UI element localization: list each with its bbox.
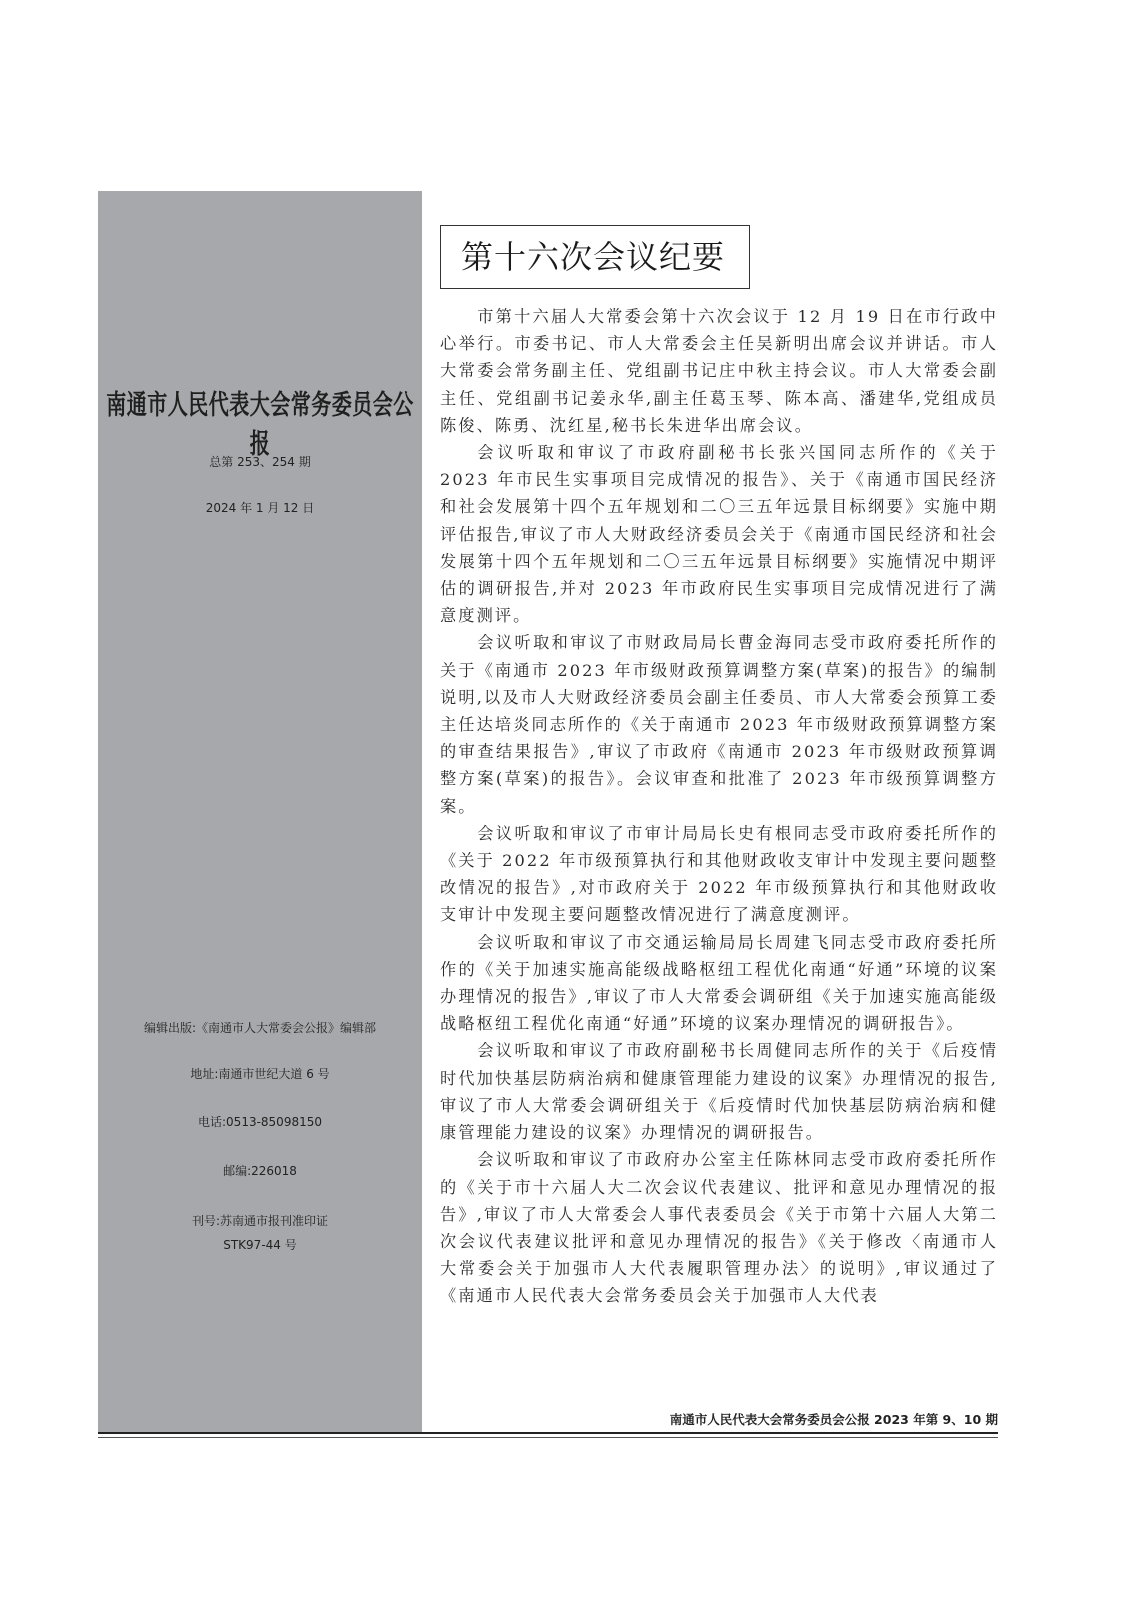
publisher-info: 编辑出版:《南通市人大常委会公报》编辑部 [143, 1021, 377, 1035]
paragraph: 会议听取和审议了市政府副秘书长张兴国同志所作的《关于2023 年市民生实事项目完成情况的报告》、关于《南通市国民经济和社会发展第十四个五年规划和二〇三五年远景目标纲要》实施中期评估报告,审议了市人大财政经济委员会关于《南通市国民经济和社会发展第十四个五年规划和二〇三五年远景目标纲要》实施情况中期评估的调研报告,并对 2023 年市政府民生实事项目完成情况进行了满意度测评。 [440, 443, 998, 626]
paragraph: 市第十六届人大常委会第十六次会议于 12 月 19 日在市行政中心举行。市委书记、市人大常委会主任吴新明出席会议并讲话。市人大常委会常务副主任、党组副书记庄中秋主持会议。市人大常委会副主任、党组副书记姜永华,副主任葛玉琴、陈本高、潘建华,党组成员陈俊、陈勇、沈红星,秘书长朱进华出席会议。 [440, 307, 998, 435]
license-info-line1: 刊号:苏南通市报刊准印证 [191, 1214, 329, 1228]
article-title-box [440, 225, 750, 289]
article-body [440, 303, 998, 1310]
paragraph: 会议听取和审议了市政府办公室主任陈林同志受市政府委托所作的《关于市十六届人大二次会议代表建议、批评和意见办理情况的报告》,审议了市人大常委会人事代表委员会《关于市第十六届人大第二次会议代表建议批评和意见办理情况的报告》《关于修改〈南通市人大常委会关于加强市人大代表履职管理办法〉的说明》,审议通过了《南通市人民代表大会常务委员会关于加强市人大代表 [440, 1150, 998, 1306]
phone-info: 电话:0513-85098150 [198, 1115, 322, 1129]
article-title: 第十六次会议纪要 [461, 238, 726, 276]
sidebar-panel [98, 191, 422, 1432]
paragraph: 会议听取和审议了市审计局局长史有根同志受市政府委托所作的《关于 2022 年市级预算执行和其他财政收支审计中发现主要问题整改情况的报告》,对市政府关于 2022 年市级预算执行和其他财政收支审计中发现主要问题整改情况进行了满意度测评。 [440, 823, 998, 925]
issue-number: 总第 253、254 期 [209, 455, 311, 469]
journal-title: 南通市人民代表大会常务委员会公报 [106, 388, 414, 460]
publication-date: 2024 年 1 月 12 日 [205, 501, 315, 515]
license-info-line2: STK97-44 号 [223, 1238, 297, 1252]
running-footer: 南通市人民代表大会常务委员会公报 2023 年第 9、10 期 [669, 1412, 998, 1427]
paragraph: 会议听取和审议了市交通运输局局长周建飞同志受市政府委托所作的《关于加速实施高能级战略枢纽工程优化南通“好通”环境的议案办理情况的报告》,审议了市人大常委会调研组《关于加速实施高能级战略枢纽工程优化南通“好通”环境的议案办理情况的调研报告》。 [440, 932, 998, 1034]
paragraph: 会议听取和审议了市财政局局长曹金海同志受市政府委托所作的关于《南通市 2023 年市级财政预算调整方案(草案)的报告》的编制说明,以及市人大财政经济委员会副主任委员、市人大常委会预算工委主任达培炎同志所作的《关于南通市 2023 年市级财政预算调整方案的审查结果报告》,审议了市政府《南通市 2023 年市级财政预算调整方案(草案)的报告》。会议审查和批准了 2023 年市级预算调整方案。 [440, 633, 998, 816]
postcode-info: 邮编:226018 [223, 1164, 297, 1178]
paragraph: 会议听取和审议了市政府副秘书长周健同志所作的关于《后疫情时代加快基层防病治病和健康管理能力建设的议案》办理情况的报告,审议了市人大常委会调研组关于《后疫情时代加快基层防病治病和健康管理能力建设的议案》办理情况的调研报告。 [440, 1041, 998, 1143]
article-header [440, 225, 1000, 289]
address-info: 地址:南通市世纪大道 6 号 [190, 1067, 330, 1081]
footer-rule-thick [98, 1432, 998, 1434]
footer-rule-thin [98, 1437, 998, 1438]
